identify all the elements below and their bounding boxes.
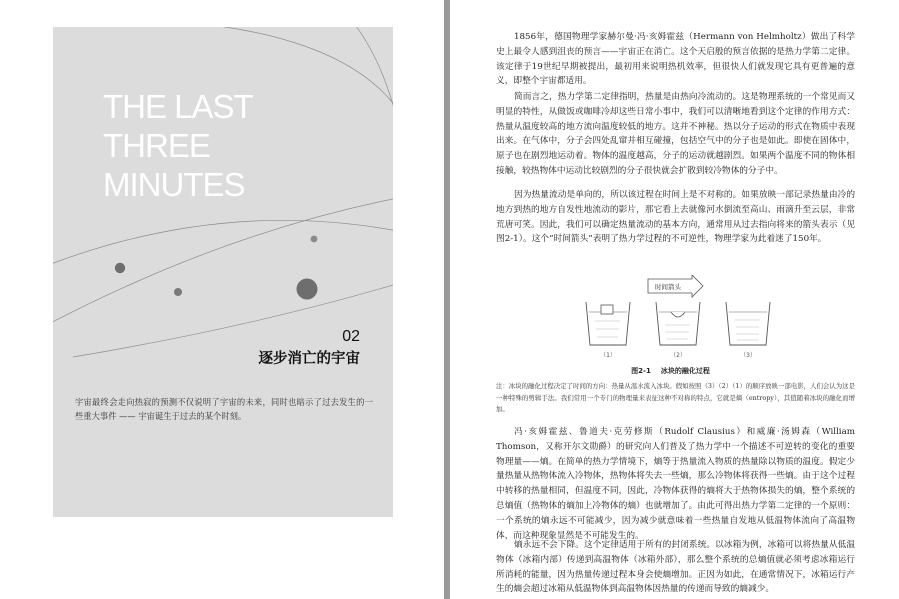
panel-label: （3） [740,352,756,359]
chapter-cover [53,27,393,517]
chapter-number: 02 [342,328,360,345]
panel-label: （2） [670,352,686,359]
chapter-intro: 宇宙最终会走向热寂的预测不仅说明了宇宙的未来，同时也暗示了过去发生的一些重大事件 —— 宇宙诞生于过去的某个时刻。 [75,397,373,421]
title-line: THREE [103,127,210,164]
time-arrow-label: 时间箭头 [655,283,681,291]
planet-dot [311,236,318,243]
body-paragraph: 冯·亥姆霍兹、鲁道夫·克劳修斯（Rudolf Clausius）和威廉·汤姆森（William Thomson，又称开尔文勋爵）的研究向人们普及了热力学中一个描述不可逆转的变化的重要物理量——熵。在简单的热力学情境下，熵等于热量流入物质的热量除以物质的温度。假定少量热量从热物体流入冷物体，热物体将失去一些熵，那么冷物体将获得一些熵。由于这个过程中转移的热量相同，但温度不同，因此，冷物体获得的熵将大于热物体损失的熵，整个系统的总熵值（热物体的熵加上冷物体的熵）也就增加了。由此可得出热力学第二定律的一个原则：一个系统的熵永远不可能减少，因为减少就意味着一些热量自发地从低温物体流向了高温物体，而这种现象显然是不可能发生的。 [496,427,855,541]
figure-title: 冰块的融化过程 [660,367,710,375]
ice-cube-shape [601,305,613,314]
planet-dot [297,279,318,300]
body-paragraph: 简而言之，热力学第二定律指明，热量是由热向冷流动的。这是物理系统的一个常见而又明显的特性，从做饭或咖啡冷却这些日常小事中，我们可以清晰地看到这个定律的作用方式：热量从温度较高的地方流向温度较低的地方。这并不神秘。热以分子运动的形式在物质中表现出来。在气体中，分子会四处乱窜并相互碰撞，包括空气中的分子也是如此。即使在固体中，原子也在剧烈地运动着。物体的温度越高，分子的运动就越剧烈。如果两个温度不同的物体相接触，较热物体中运动比较剧烈的分子很快就会扩散到较冷物体的分子中。 [496,92,855,176]
planet-dot [115,263,125,273]
title-line: THE LAST [103,88,253,125]
panel-label: （1） [600,352,616,359]
melting-ice-shape [671,312,685,317]
beaker-1 [586,302,630,359]
title-line: MINUTES [103,166,245,203]
planet-dot [174,288,182,296]
orbit-line [53,197,393,327]
ice-melting-figure [580,275,780,363]
figure-note: 注：冰块的融化过程决定了时间的方向：热量从温水流入冰块。假如按照（3）（2）（1）的顺序放映一部电影，人们会认为这是一种特殊的剪辑手法。我们常用一个专门的物理量来表征这种不对称的特点，它就是熵（entropy），其值随着冰块的融化而增加。 [496,382,855,413]
left-page [0,0,444,599]
beaker-3 [726,302,770,359]
body-paragraph: 1856年，德国物理学家赫尔曼·冯·亥姆霍兹（Hermann von Helmholtz）做出了科学史上最令人感到沮丧的预言——宇宙正在消亡。这个天启般的预言依据的是热力学第二定律。该定律于19世纪早期被提出，最初用来说明热机效率，但很快人们就发现它具有更普遍的意义，即整个宇宙都适用。 [496,32,855,87]
book-title [103,87,363,204]
figure-caption [496,366,855,376]
body-paragraph: 因为热量流动是单向的，所以该过程在时间上是不对称的。如果放映一部记录热量由冷的地方到热的地方自发性地流动的影片，那它看上去就像河水倒流至高山、雨滴升至云层，非常荒唐可笑。因此，我们可以确定热量流动的基本方向，通常用从过去指向将来的箭头表示（见图2-1）。这个“时间箭头”表明了热力学过程的不可逆性，物理学家为此着迷了150年。 [496,190,855,245]
figure-number: 图2-1 [631,367,651,375]
orbit-line [53,220,393,267]
time-arrow-icon [648,275,703,297]
beaker-2 [656,302,700,359]
chapter-title: 逐步消亡的宇宙 [258,351,360,367]
body-paragraph: 熵永远不会下降。这个定律适用于所有的封闭系统。以冰箱为例，冰箱可以将热量从低温物体（冰箱内部）传递到高温物体（冰箱外部），那么整个系统的总熵值就必须考虑冰箱运行所消耗的能量，因为热量传递过程本身会使熵增加。正因为如此，在通常情况下，冰箱运行产生的熵会超过冰箱从低温物体到高温物体因热量的传递而导致的熵减少。 [496,540,855,595]
